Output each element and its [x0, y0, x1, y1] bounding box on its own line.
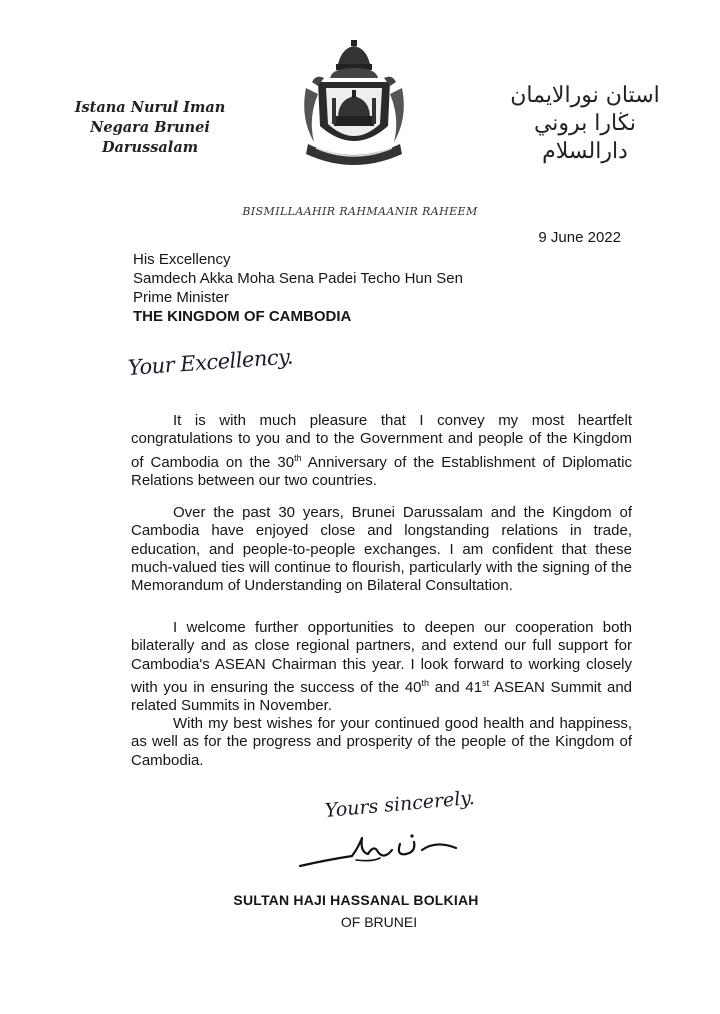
paragraph-cooperation — [131, 619, 632, 715]
letterhead-left — [50, 98, 250, 158]
p3-ordinal-40: th — [421, 677, 430, 688]
p1-text-start: It is with much pleasure that I convey my most heartfelt congratulations to you and to the Government and people of the Kingdom of Cambodia on the 30 — [131, 412, 632, 471]
p3-text-end: ASEAN Summit and related Summits in November. — [131, 678, 633, 715]
signatory-title: OF BRUNEI — [340, 914, 418, 930]
signatory-name: SULTAN HAJI HASSANAL BOLKIAH — [233, 892, 479, 908]
letterhead-country: Negara Brunei Darussalam — [90, 119, 210, 156]
address-honorific: His Excellency — [133, 251, 231, 268]
letter-date: 9 June 2022 — [538, 229, 621, 246]
address-country: THE KINGDOM OF CAMBODIA — [133, 308, 352, 325]
royal-crest-icon — [298, 38, 410, 170]
p1-text-end: Anniversary of the Establishment of Diplomatic Relations between our two countries. — [131, 453, 632, 489]
letterhead-right-jawi — [490, 82, 680, 166]
letterhead-palace: Istana Nurul Iman — [74, 99, 226, 116]
letterhead-jawi-country: نڬارا بروني دارالسلام — [533, 111, 637, 164]
bismillah-heading: BISMILLAAHIR RAHMAANIR RAHEEM — [242, 205, 478, 218]
paragraph-congratulations — [131, 412, 632, 490]
recipient-address — [133, 250, 463, 326]
paragraph-relations — [131, 504, 632, 595]
address-position: Prime Minister — [133, 289, 229, 306]
signature-icon — [296, 830, 466, 874]
paragraph-best-wishes — [131, 715, 632, 770]
handwritten-closing: Yours sincerely. — [324, 786, 476, 822]
handwritten-salutation: Your Excellency. — [127, 344, 294, 380]
address-name: Samdech Akka Moha Sena Padei Techo Hun Sen — [133, 270, 463, 287]
p4-text: With my best wishes for your continued good health and happiness, as well as for the progress and prosperity of the people of the Kingdom of Cambodia. — [131, 715, 632, 769]
p2-text: Over the past 30 years, Brunei Darussalam and the Kingdom of Cambodia have enjoyed close and longstanding relations in trade, education, and people-to-people exchanges. I am confident that these much-valued ties will continue to flourish, particularly with the signing of the Memorandum of Understanding on Bilateral Consultation. — [131, 504, 632, 595]
p1-ordinal: th — [294, 452, 302, 463]
signatory-block — [0, 892, 720, 930]
p3-text-mid: and 41 — [429, 678, 483, 696]
p3-text-start: I welcome further opportunities to deepen our cooperation both bilaterally and as close regional partners, and extend our full support for Cambodia's ASEAN Chairman this year. I look forward to working closely with you in ensuring the success of the 40 — [131, 619, 632, 696]
letterhead-jawi-palace: استان نورالايمان — [510, 83, 660, 108]
p3-ordinal-41: st — [482, 677, 490, 688]
